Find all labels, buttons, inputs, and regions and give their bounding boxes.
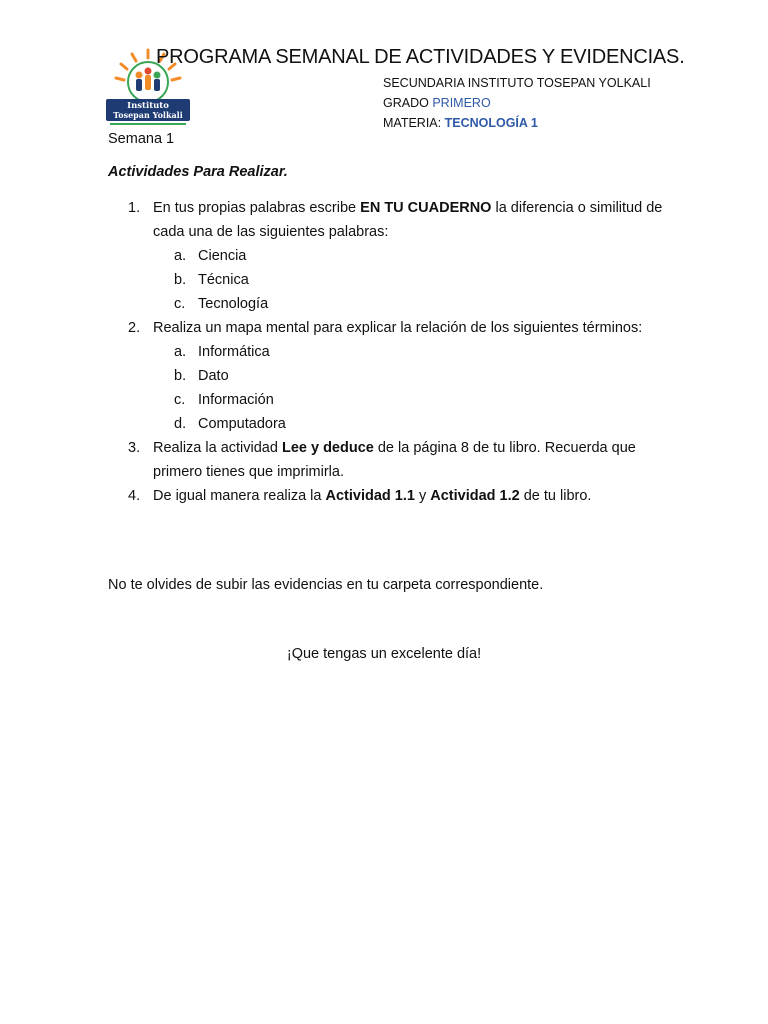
activity-text: En tus propias palabras escribe [153, 200, 361, 216]
activity-item [108, 196, 668, 244]
activity-emphasis: EN TU CUADERNO [360, 200, 492, 216]
activity-number: 4. [128, 488, 141, 504]
activity-emphasis: Lee y deduce [281, 440, 374, 456]
activity-text: y [414, 488, 431, 504]
activity-text: Realiza un mapa mental para explicar la relación de los siguientes términos: [153, 320, 643, 336]
subitem-text: Técnica [198, 272, 249, 288]
subitem-letter: b. [174, 368, 187, 384]
subject-label: MATERIA: [383, 116, 442, 130]
activity-emphasis: Actividad 1.1 [325, 488, 415, 504]
activity-subitem [108, 292, 668, 316]
closing-text: ¡Que tengas un excelente día! [286, 646, 482, 662]
subitem-letter: a. [174, 248, 187, 264]
activity-subitem [108, 388, 668, 412]
subitem-text: Información [198, 392, 274, 408]
activity-subitem [108, 244, 668, 268]
page-title: PROGRAMA SEMANAL DE ACTIVIDADES Y EVIDENCIAS. [156, 46, 685, 68]
subitem-letter: c. [174, 296, 186, 312]
activities-list [108, 196, 668, 508]
subitem-text: Computadora [198, 416, 286, 432]
subitem-letter: a. [174, 344, 187, 360]
subject-line [383, 113, 651, 133]
grade-line [383, 93, 651, 113]
activity-item [108, 484, 668, 508]
subitem-text: Informática [198, 344, 270, 360]
activity-item [108, 436, 668, 484]
reminder-text: No te olvides de subir las evidencias en tu carpeta correspondiente. [108, 577, 544, 593]
activity-text: Realiza la actividad [153, 440, 282, 456]
activity-text: de la página 8 de tu libro. Recuerda que primero tienes que imprimirla. [153, 440, 636, 480]
week-label: Semana 1 [108, 131, 175, 147]
subitem-letter: c. [174, 392, 186, 408]
svg-text:Tosepan Yolkali: Tosepan Yolkali [113, 110, 183, 120]
activities-heading: Actividades Para Realizar. [108, 164, 288, 180]
activity-subitem [108, 412, 668, 436]
subitem-text: Tecnología [198, 296, 269, 312]
school-name: SECUNDARIA INSTITUTO TOSEPAN YOLKALI [383, 76, 651, 90]
grade-label: GRADO [383, 96, 429, 110]
subject-value: TECNOLOGÍA 1 [444, 116, 538, 130]
activity-text: De igual manera realiza la [153, 488, 326, 504]
grade-value: PRIMERO [432, 96, 491, 110]
activity-number: 1. [128, 200, 141, 216]
activity-text: la diferencia o similitud de cada una de las siguientes palabras: [153, 200, 663, 240]
header-info [383, 73, 651, 133]
activity-text: de tu libro. [519, 488, 592, 504]
activity-emphasis: Actividad 1.2 [430, 488, 520, 504]
activity-number: 2. [128, 320, 141, 336]
subitem-text: Dato [198, 368, 229, 384]
subitem-text: Ciencia [198, 248, 247, 264]
activity-item [108, 316, 668, 340]
subitem-letter: d. [174, 416, 187, 432]
svg-text:Instituto: Instituto [127, 101, 169, 111]
activity-number: 3. [128, 440, 141, 456]
activity-subitem [108, 268, 668, 292]
activity-subitem [108, 364, 668, 388]
subitem-letter: b. [174, 272, 187, 288]
activity-subitem [108, 340, 668, 364]
